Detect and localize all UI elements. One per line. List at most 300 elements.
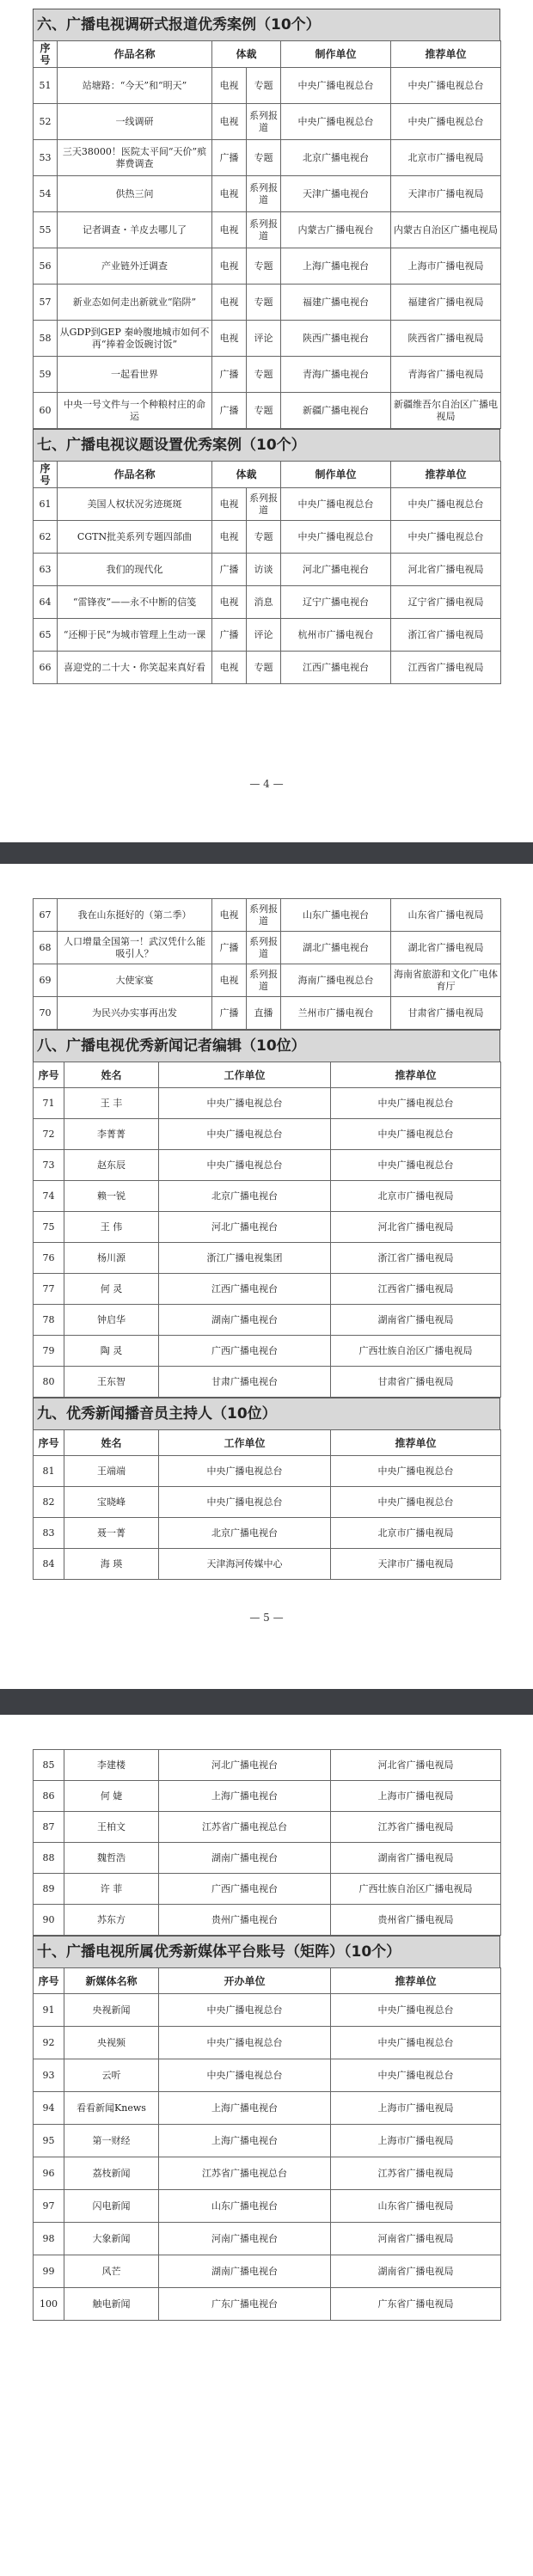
table-row: [34, 2223, 501, 2255]
table-row: [34, 1994, 501, 2027]
table-cell: 52: [34, 104, 58, 140]
table-cell: 苏东方: [64, 1905, 159, 1936]
table-cell: 95: [34, 2125, 64, 2157]
section-7-table: [33, 461, 501, 684]
table-cell: 李建楼: [64, 1750, 159, 1781]
table-cell: 中央广播电视总台: [391, 68, 501, 104]
table-cell: 辽宁广播电视台: [281, 586, 391, 619]
table-cell: “雷锋夜”——永不中断的信笺: [58, 586, 212, 619]
table-cell: 海南省旅游和文化广电体育厅: [391, 964, 501, 997]
table-cell: 81: [34, 1456, 64, 1487]
table-row: [34, 1243, 501, 1274]
table-cell: 钟启华: [64, 1305, 159, 1336]
section-9-table: [33, 1429, 501, 1580]
table-cell: 系列报道: [247, 212, 281, 248]
table-cell: 湖南广播电视台: [159, 1305, 331, 1336]
table-row: [34, 321, 501, 357]
table-cell: 湖南省广播电视局: [331, 1843, 501, 1874]
table-row: [34, 2190, 501, 2223]
section-9-table-cont: [33, 1749, 501, 1936]
table-cell: 62: [34, 521, 58, 554]
table-cell: 消息: [247, 586, 281, 619]
table-cell: 天津广播电视台: [281, 176, 391, 212]
table-cell: 中央广播电视总台: [159, 2059, 331, 2092]
table-cell: 中央广播电视总台: [159, 1456, 331, 1487]
table-row: [34, 285, 501, 321]
column-header: 姓名: [64, 1062, 159, 1088]
table-cell: 79: [34, 1336, 64, 1367]
table-cell: 专题: [247, 393, 281, 429]
table-row: [34, 1843, 501, 1874]
table-cell: 广东省广播电视局: [331, 2288, 501, 2321]
table-cell: 91: [34, 1994, 64, 2027]
table-cell: 系列报道: [247, 176, 281, 212]
table-cell: 中央广播电视总台: [159, 2027, 331, 2059]
column-header: 体裁: [212, 41, 281, 68]
table-cell: 专题: [247, 140, 281, 176]
table-cell: 王 伟: [64, 1212, 159, 1243]
table-row: [34, 1781, 501, 1812]
table-cell: 中央广播电视总台: [281, 521, 391, 554]
table-cell: 看看新闻Knews: [64, 2092, 159, 2125]
table-cell: 为民兴办实事再出发: [58, 997, 212, 1030]
table-cell: 96: [34, 2157, 64, 2190]
table-cell: 中央广播电视总台: [281, 104, 391, 140]
table-cell: 河北广播电视台: [159, 1750, 331, 1781]
table-cell: 86: [34, 1781, 64, 1812]
table-cell: 湖北广播电视台: [281, 932, 391, 964]
table-cell: 甘肃省广播电视局: [391, 997, 501, 1030]
table-cell: 78: [34, 1305, 64, 1336]
table-cell: 上海市广播电视局: [331, 2092, 501, 2125]
column-header: 体裁: [212, 462, 281, 488]
table-cell: 陕西省广播电视局: [391, 321, 501, 357]
table-cell: 浙江省广播电视局: [331, 1243, 501, 1274]
table-cell: 中央广播电视总台: [331, 1487, 501, 1518]
table-cell: 江西省广播电视局: [391, 652, 501, 684]
table-row: [34, 1487, 501, 1518]
table-cell: 荔枝新闻: [64, 2157, 159, 2190]
table-row: [34, 68, 501, 104]
table-cell: 电视: [212, 68, 247, 104]
table-cell: 广播: [212, 393, 247, 429]
table-cell: 天津市广播电视局: [331, 1549, 501, 1580]
table-cell: 上海市广播电视局: [331, 1781, 501, 1812]
table-cell: 98: [34, 2223, 64, 2255]
table-cell: 76: [34, 1243, 64, 1274]
table-cell: 青海省广播电视局: [391, 357, 501, 393]
table-cell: 中央广播电视总台: [331, 1994, 501, 2027]
table-cell: 江西广播电视台: [159, 1274, 331, 1305]
table-row: [34, 104, 501, 140]
column-header: 工作单位: [159, 1430, 331, 1456]
table-row: [34, 140, 501, 176]
table-row: [34, 2288, 501, 2321]
table-cell: 广播: [212, 140, 247, 176]
table-row: [34, 2157, 501, 2190]
table-cell: 湖南广播电视台: [159, 1843, 331, 1874]
table-cell: 64: [34, 586, 58, 619]
table-row: [34, 1150, 501, 1181]
table-cell: 电视: [212, 176, 247, 212]
table-cell: 89: [34, 1874, 64, 1905]
table-row: [34, 1088, 501, 1119]
table-cell: 央视频: [64, 2027, 159, 2059]
column-header: 序号: [34, 1062, 64, 1088]
table-cell: 访谈: [247, 554, 281, 586]
table-row: [34, 488, 501, 521]
table-cell: 70: [34, 997, 58, 1030]
column-header: 推荐单位: [391, 41, 501, 68]
table-cell: 山东广播电视台: [281, 899, 391, 932]
table-cell: CGTN批美系列专题四部曲: [58, 521, 212, 554]
table-cell: 系列报道: [247, 488, 281, 521]
table-cell: 中央广播电视总台: [331, 1119, 501, 1150]
table-cell: 92: [34, 2027, 64, 2059]
table-cell: 湖北省广播电视局: [391, 932, 501, 964]
table-cell: 我们的现代化: [58, 554, 212, 586]
table-row: [34, 1274, 501, 1305]
column-header: 序号: [34, 1430, 64, 1456]
table-cell: 电视: [212, 652, 247, 684]
table-cell: 97: [34, 2190, 64, 2223]
table-cell: 中央广播电视总台: [159, 1088, 331, 1119]
table-cell: 聂一菁: [64, 1518, 159, 1549]
table-cell: 系列报道: [247, 104, 281, 140]
table-cell: 陶 灵: [64, 1336, 159, 1367]
section-8-title: 八、广播电视优秀新闻记者编辑（10位）: [33, 1030, 500, 1062]
table-row: [34, 521, 501, 554]
table-cell: 58: [34, 321, 58, 357]
table-row: [34, 586, 501, 619]
table-cell: 74: [34, 1181, 64, 1212]
table-row: [34, 357, 501, 393]
table-row: [34, 212, 501, 248]
column-header: 制作单位: [281, 462, 391, 488]
table-cell: 80: [34, 1367, 64, 1398]
table-cell: 北京市广播电视局: [331, 1181, 501, 1212]
table-cell: 59: [34, 357, 58, 393]
table-cell: 我在山东挺好的（第二季）: [58, 899, 212, 932]
table-row: [34, 2092, 501, 2125]
column-header: 作品名称: [58, 41, 212, 68]
table-cell: 北京市广播电视局: [391, 140, 501, 176]
table-cell: 一起看世界: [58, 357, 212, 393]
table-cell: 从GDP到GEP 秦岭腹地城市如何不再“捧着金饭碗讨饭”: [58, 321, 212, 357]
table-cell: 魏哲浩: [64, 1843, 159, 1874]
table-cell: 北京广播电视台: [281, 140, 391, 176]
table-cell: 王 丰: [64, 1088, 159, 1119]
table-cell: 河北省广播电视局: [331, 1212, 501, 1243]
table-cell: 山东广播电视台: [159, 2190, 331, 2223]
table-cell: 55: [34, 212, 58, 248]
table-cell: 电视: [212, 488, 247, 521]
table-row: [34, 1874, 501, 1905]
table-cell: 内蒙古自治区广播电视局: [391, 212, 501, 248]
column-header: 推荐单位: [391, 462, 501, 488]
table-cell: 电视: [212, 321, 247, 357]
table-cell: 何 灵: [64, 1274, 159, 1305]
table-cell: 一线调研: [58, 104, 212, 140]
table-row: [34, 1181, 501, 1212]
column-header: 工作单位: [159, 1062, 331, 1088]
page-5: [0, 864, 533, 1689]
table-cell: 直播: [247, 997, 281, 1030]
table-cell: 广西广播电视台: [159, 1336, 331, 1367]
table-cell: 风芒: [64, 2255, 159, 2288]
table-cell: 何 婕: [64, 1781, 159, 1812]
table-cell: 海 瑛: [64, 1549, 159, 1580]
table-cell: 广播: [212, 997, 247, 1030]
table-row: [34, 1518, 501, 1549]
table-cell: 美国人权状况劣迹斑斑: [58, 488, 212, 521]
table-cell: 中央广播电视总台: [159, 1487, 331, 1518]
table-cell: 甘肃省广播电视局: [331, 1367, 501, 1398]
table-cell: 100: [34, 2288, 64, 2321]
table-cell: 专题: [247, 68, 281, 104]
table-cell: 电视: [212, 285, 247, 321]
table-cell: 湖南省广播电视局: [331, 2255, 501, 2288]
table-cell: 广播: [212, 932, 247, 964]
table-cell: 73: [34, 1150, 64, 1181]
page-number: — 5 —: [249, 1612, 284, 1624]
column-header: 序号: [34, 462, 58, 488]
section-9-title: 九、优秀新闻播音员主持人（10位）: [33, 1398, 500, 1429]
table-cell: 中央广播电视总台: [159, 1150, 331, 1181]
table-cell: 系列报道: [247, 932, 281, 964]
section-7-title: 七、广播电视议题设置优秀案例（10个）: [33, 429, 500, 461]
table-row: [34, 1812, 501, 1843]
section-10-title: 十、广播电视所属优秀新媒体平台账号（矩阵）（10个）: [33, 1936, 500, 1967]
table-cell: 电视: [212, 964, 247, 997]
table-cell: 广播: [212, 619, 247, 652]
table-cell: 海南广播电视总台: [281, 964, 391, 997]
table-cell: 电视: [212, 212, 247, 248]
table-cell: 84: [34, 1549, 64, 1580]
table-cell: 上海广播电视台: [159, 1781, 331, 1812]
table-row: [34, 2059, 501, 2092]
table-cell: 63: [34, 554, 58, 586]
table-cell: 电视: [212, 104, 247, 140]
section-8-table: [33, 1062, 501, 1398]
table-cell: 广东广播电视台: [159, 2288, 331, 2321]
table-row: [34, 1367, 501, 1398]
table-row: [34, 997, 501, 1030]
table-row: [34, 899, 501, 932]
page-6: [0, 1715, 533, 2576]
table-cell: 中央广播电视总台: [331, 2059, 501, 2092]
table-cell: 中央广播电视总台: [159, 1119, 331, 1150]
section-7-table-cont: [33, 898, 501, 1030]
table-cell: 56: [34, 248, 58, 285]
table-cell: 75: [34, 1212, 64, 1243]
table-cell: 天津市广播电视局: [391, 176, 501, 212]
table-cell: 90: [34, 1905, 64, 1936]
table-cell: 王东智: [64, 1367, 159, 1398]
table-cell: 99: [34, 2255, 64, 2288]
table-cell: 赖一锐: [64, 1181, 159, 1212]
table-row: [34, 248, 501, 285]
table-cell: 51: [34, 68, 58, 104]
table-cell: 中央广播电视总台: [331, 1088, 501, 1119]
table-cell: 站塘路：“今天”和“明天”: [58, 68, 212, 104]
table-cell: 53: [34, 140, 58, 176]
table-cell: 三天38000！医院太平间“天价”殡葬费调查: [58, 140, 212, 176]
table-cell: 江西广播电视台: [281, 652, 391, 684]
table-row: [34, 176, 501, 212]
table-cell: 福建广播电视台: [281, 285, 391, 321]
table-cell: 王柏文: [64, 1812, 159, 1843]
table-cell: 71: [34, 1088, 64, 1119]
table-cell: 供热三问: [58, 176, 212, 212]
table-cell: 王端端: [64, 1456, 159, 1487]
table-cell: 山东省广播电视局: [391, 899, 501, 932]
table-cell: 54: [34, 176, 58, 212]
column-header: 开办单位: [159, 1968, 331, 1994]
table-cell: 许 菲: [64, 1874, 159, 1905]
table-cell: 江苏省广播电视总台: [159, 2157, 331, 2190]
table-cell: 江西省广播电视局: [331, 1274, 501, 1305]
table-row: [34, 1336, 501, 1367]
table-cell: 广播: [212, 554, 247, 586]
table-cell: 第一财经: [64, 2125, 159, 2157]
table-cell: 93: [34, 2059, 64, 2092]
table-cell: 中央广播电视总台: [391, 488, 501, 521]
table-cell: 辽宁省广播电视局: [391, 586, 501, 619]
table-cell: 专题: [247, 357, 281, 393]
table-cell: 中央广播电视总台: [391, 521, 501, 554]
table-cell: 72: [34, 1119, 64, 1150]
table-cell: 85: [34, 1750, 64, 1781]
table-cell: 浙江省广播电视局: [391, 619, 501, 652]
table-cell: 记者调查・羊皮去哪儿了: [58, 212, 212, 248]
table-cell: 上海广播电视台: [281, 248, 391, 285]
table-cell: 闪电新闻: [64, 2190, 159, 2223]
table-cell: 77: [34, 1274, 64, 1305]
table-cell: 云听: [64, 2059, 159, 2092]
table-cell: 83: [34, 1518, 64, 1549]
table-cell: “还柳于民”为城市管理上生动一课: [58, 619, 212, 652]
table-cell: 喜迎党的二十大・你笑起来真好看: [58, 652, 212, 684]
column-header: 新媒体名称: [64, 1968, 159, 1994]
column-header: 序号: [34, 41, 58, 68]
table-row: [34, 1905, 501, 1936]
table-cell: 中央广播电视总台: [331, 1150, 501, 1181]
table-cell: 新疆维吾尔自治区广播电视局: [391, 393, 501, 429]
table-cell: 北京市广播电视局: [331, 1518, 501, 1549]
table-row: [34, 1305, 501, 1336]
table-cell: 央视新闻: [64, 1994, 159, 2027]
table-cell: 江苏省广播电视总台: [159, 1812, 331, 1843]
table-cell: 94: [34, 2092, 64, 2125]
table-cell: 河北省广播电视局: [331, 1750, 501, 1781]
table-cell: 河北广播电视台: [159, 1212, 331, 1243]
table-cell: 北京广播电视台: [159, 1518, 331, 1549]
table-cell: 宝晓峰: [64, 1487, 159, 1518]
table-cell: 触电新闻: [64, 2288, 159, 2321]
table-cell: 陕西广播电视台: [281, 321, 391, 357]
table-cell: 57: [34, 285, 58, 321]
table-row: [34, 1549, 501, 1580]
table-cell: 贵州省广播电视局: [331, 1905, 501, 1936]
section-10-table: [33, 1967, 501, 2321]
table-cell: 中央广播电视总台: [391, 104, 501, 140]
section-6-table: [33, 40, 501, 429]
table-cell: 66: [34, 652, 58, 684]
page-number: — 4 —: [249, 778, 284, 790]
table-cell: 68: [34, 932, 58, 964]
column-header: 推荐单位: [331, 1062, 501, 1088]
table-cell: 江苏省广播电视局: [331, 1812, 501, 1843]
table-row: [34, 1119, 501, 1150]
table-row: [34, 2255, 501, 2288]
table-cell: 产业链外迁调查: [58, 248, 212, 285]
column-header: 制作单位: [281, 41, 391, 68]
table-cell: 浙江广播电视集团: [159, 1243, 331, 1274]
table-row: [34, 1750, 501, 1781]
table-cell: 65: [34, 619, 58, 652]
table-cell: 系列报道: [247, 964, 281, 997]
table-cell: 专题: [247, 248, 281, 285]
page-4: [0, 0, 533, 842]
table-cell: 69: [34, 964, 58, 997]
table-cell: 大象新闻: [64, 2223, 159, 2255]
table-cell: 北京广播电视台: [159, 1181, 331, 1212]
table-row: [34, 1212, 501, 1243]
table-row: [34, 393, 501, 429]
table-cell: 上海市广播电视局: [331, 2125, 501, 2157]
table-cell: 江苏省广播电视局: [331, 2157, 501, 2190]
table-cell: 中央广播电视总台: [281, 488, 391, 521]
table-cell: 广西壮族自治区广播电视局: [331, 1336, 501, 1367]
table-row: [34, 554, 501, 586]
table-cell: 82: [34, 1487, 64, 1518]
column-header: 姓名: [64, 1430, 159, 1456]
table-cell: 李菁菁: [64, 1119, 159, 1150]
table-cell: 河南省广播电视局: [331, 2223, 501, 2255]
table-cell: 中央广播电视总台: [281, 68, 391, 104]
table-cell: 67: [34, 899, 58, 932]
table-cell: 专题: [247, 285, 281, 321]
table-cell: 湖南广播电视台: [159, 2255, 331, 2288]
table-row: [34, 2027, 501, 2059]
table-cell: 内蒙古广播电视台: [281, 212, 391, 248]
table-cell: 河南广播电视台: [159, 2223, 331, 2255]
table-row: [34, 1456, 501, 1487]
table-cell: 中央广播电视总台: [331, 1456, 501, 1487]
column-header: 推荐单位: [331, 1430, 501, 1456]
table-cell: 电视: [212, 521, 247, 554]
table-cell: 系列报道: [247, 899, 281, 932]
table-cell: 评论: [247, 321, 281, 357]
table-row: [34, 964, 501, 997]
table-cell: 青海广播电视台: [281, 357, 391, 393]
table-cell: 电视: [212, 248, 247, 285]
table-cell: 贵州广播电视台: [159, 1905, 331, 1936]
table-cell: 新疆广播电视台: [281, 393, 391, 429]
table-cell: 广西广播电视台: [159, 1874, 331, 1905]
table-cell: 大使家宴: [58, 964, 212, 997]
table-cell: 天津海河传媒中心: [159, 1549, 331, 1580]
section-6-title: 六、广播电视调研式报道优秀案例（10个）: [33, 9, 500, 40]
table-cell: 中央广播电视总台: [159, 1994, 331, 2027]
column-header: 序号: [34, 1968, 64, 1994]
table-cell: 人口增量全国第一！武汉凭什么能吸引人？: [58, 932, 212, 964]
table-cell: 甘肃广播电视台: [159, 1367, 331, 1398]
table-row: [34, 932, 501, 964]
table-cell: 福建省广播电视局: [391, 285, 501, 321]
column-header: 推荐单位: [331, 1968, 501, 1994]
